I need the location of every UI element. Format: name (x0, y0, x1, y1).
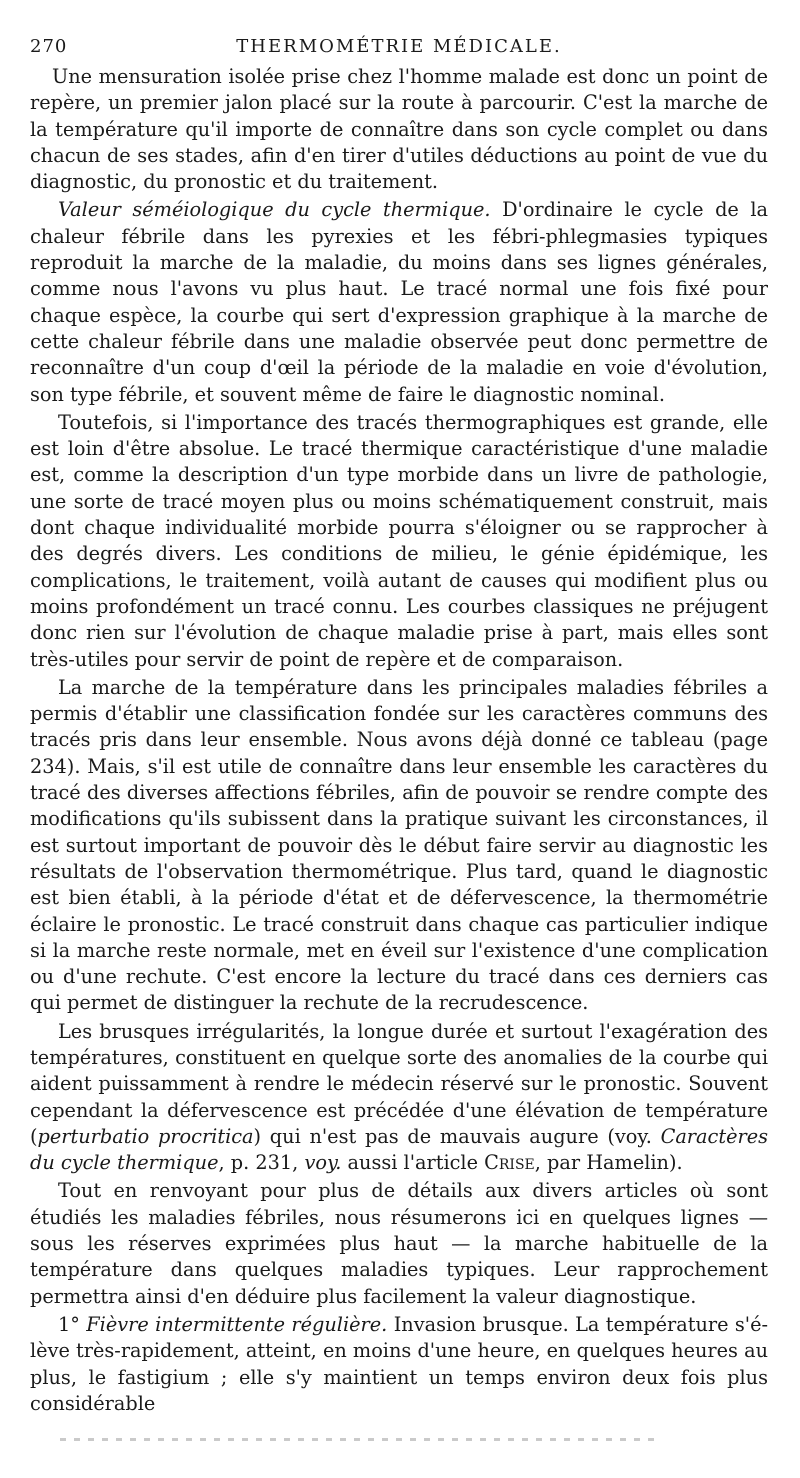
paragraph-7 (30, 1312, 768, 1417)
bleed-through-line (60, 1438, 660, 1441)
paragraph-1: Une mensuration isolée prise chez l'homme malade est donc un point de repère, un premier jalon placé sur la route à parcourir. C'est la marche de la température qu'il importe de connaître dans son cycle complet ou dans chacun de ses stades, afin d'en tirer d'utiles déductions au point de vue du diagnostic, du pronostic et du traitement. (30, 65, 768, 194)
cross-reference-title: Caractères du cycle thermique (30, 1124, 769, 1175)
paragraph-6: Tout en renvoyant pour plus de détails aux divers articles où sont étudiés les maladies fébriles, nous résumerons ici en quelques lignes — sous les réserves exprimées plus haut — la marche habituelle de la température dans quelques maladies typiques. Leur rapprochement permettra ainsi d'en déduire plus facilement la valeur diagnostique. (30, 1179, 768, 1308)
paragraph-5-text-i: , par Hamelin). (534, 1151, 683, 1175)
section-heading-valeur-semeiologique: Valeur séméiologique du cycle thermique. (58, 198, 491, 222)
latin-term: perturbatio procritica (37, 1124, 254, 1148)
paragraph-5-text-g: aussi l'article (341, 1151, 485, 1175)
voy-abbrev: voy. (304, 1151, 342, 1175)
page-number: 270 (30, 36, 68, 57)
paragraph-5 (30, 1019, 768, 1177)
paragraph-3: Toutefois, si l'importance des tracés thermographiques est grande, elle est loin d'être absolue. Le tracé thermique caractéristique d'une maladie est, comme la description d'un type morbide dans un livre de pathologie, une sorte de tracé moyen plus ou moins schématiquement construit, mais dont chaque individualité morbide pourra s'éloigner ou se rapprocher à des degrés divers. Les conditions de milieu, le génie épidémique, les complications, le traitement, voilà autant de causes qui modifient plus ou moins profondément un tracé connu. Les courbes classiques ne préjugent donc rien sur l'évolution de chaque maladie prise à part, mais elles sont très-utiles pour servir de point de repère et de comparaison. (30, 410, 768, 671)
running-title: THERMOMÉTRIE MÉDICALE. (236, 36, 562, 57)
paragraph-7-body: Invasion brusque. La température s'élève très-rapidement, atteint, en moins d'une heure, en quelques heures au plus, le fastigium ; elle s'y maintient un temps environ deux fois plus considérable (30, 1312, 768, 1415)
paragraph-2 (30, 197, 768, 407)
section-heading-fievre-intermittente: Fièvre intermittente régulière. (86, 1312, 388, 1336)
paragraph-5-text-e: , p. 231, (218, 1151, 305, 1175)
article-crise: Crise (484, 1151, 535, 1175)
paragraph-4: La marche de la température dans les principales maladies fébriles a permis d'établir une classification fondée sur les caractères communs des tracés pris dans leur ensemble. Nous avons déjà donné ce tableau (page 234). Mais, s'il est utile de connaître dans leur ensemble les caractères du tracé des diverses affections fébriles, afin de pouvoir se rendre compte des modifications qu'ils subissent dans la pratique suivant les circonstances, il est surtout important de pouvoir dès le début faire servir au diagnostic les résultats de l'observation thermométrique. Plus tard, quand le diagnostic est bien établi, à la période d'état et de défervescence, la thermométrie éclaire le pronostic. Le tracé construit dans chaque cas particulier indique si la marche reste normale, met en éveil sur l'existence d'une complication ou d'une rechute. C'est encore la lecture du tracé dans ces derniers cas qui permet de distinguer la rechute de la recrudescence. (30, 675, 768, 1015)
body-text (30, 64, 768, 1417)
paragraph-5-text-a: Les brusques irrégularités, la longue durée et surtout l'exagération des températures, constituent en quelque sorte des anomalies de la courbe qui aident puissamment à rendre le médecin réservé sur le pronostic. Souvent cependant la défervescence est précédée d'une élévation de température ( (30, 1019, 768, 1148)
paragraph-5-text-c: ) qui n'est pas de mauvais augure (voy. (253, 1124, 661, 1148)
list-number: 1° (58, 1312, 87, 1336)
running-head (30, 30, 768, 58)
paragraph-2-body: D'ordinaire le cycle de la chaleur fébrile dans les pyrexies et les fébri-phlegmasies typiques reproduit la marche de la maladie, du moins dans ses lignes générales, comme nous l'avons vu plus haut. Le tracé normal une fois fixé pour chaque espèce, la courbe qui sert d'expression graphique à la marche de cette chaleur fébrile dans une maladie observée peut donc permettre de reconnaître d'un coup d'œil la période de la maladie en voie d'évolution, son type fébrile, et souvent même de faire le diagnostic nominal. (30, 198, 768, 406)
